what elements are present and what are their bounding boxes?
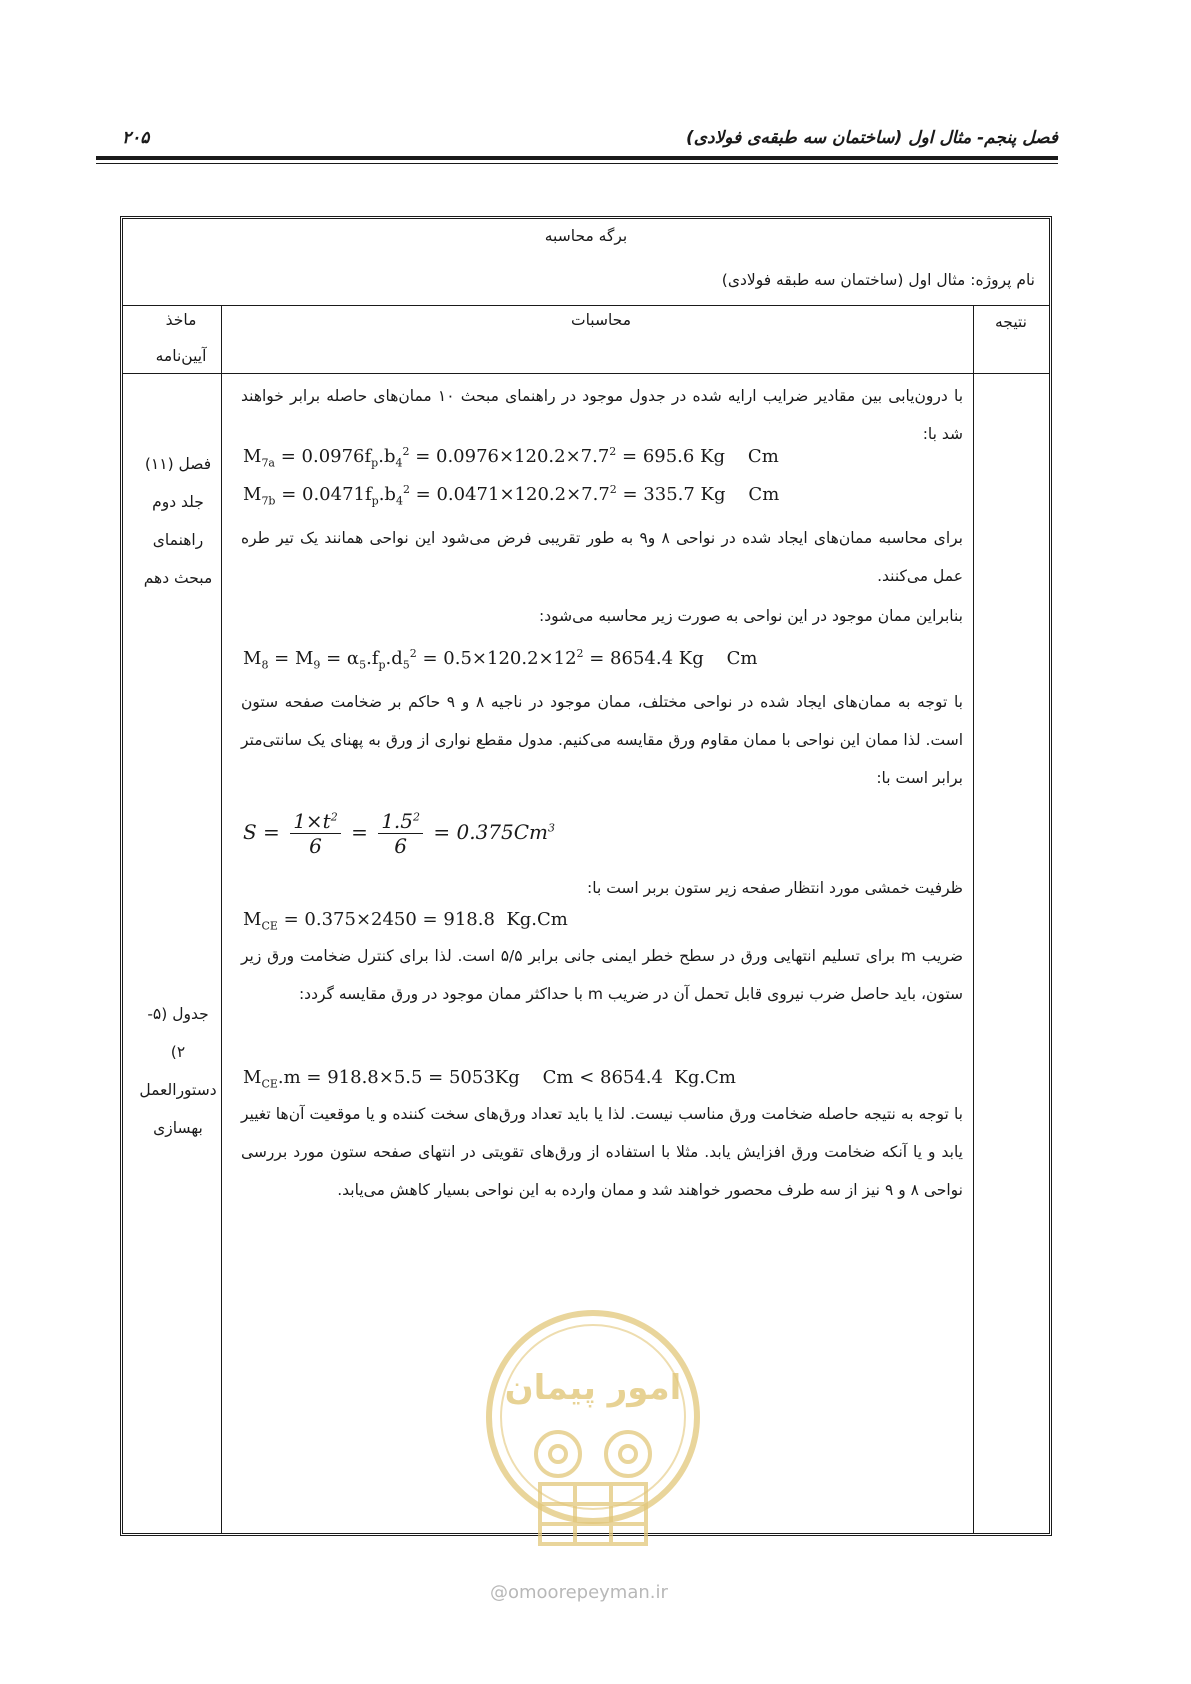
calc-paragraph-5: ظرفیت خمشی مورد انتظار صفحه زیر ستون بربر است با: [587, 879, 963, 897]
calc-paragraph-4: با توجه به ممان‌های ایجاد شده در نواحی مختلف، ممان موجود در ناجیه ۸ و ۹ حاکم بر ضخامت صفحه ستون است. لذا ممان این نواحی با ممان مقاوم ورق مقایسه می‌کنیم. مدول مقطع نواری از ورق به پهنای یک سانتی‌متر برابر است با: [241, 693, 963, 787]
page-number: ۲۰۵ [122, 128, 150, 148]
ref-2-line-2: ۲) [170, 1043, 186, 1061]
chapter-title: فصل پنجم- مثال اول (ساختمان سه طبقه‌ی فولادی) [685, 128, 1058, 148]
divider-header [123, 305, 1049, 306]
divider-result-column [973, 305, 974, 1533]
equation-m8-m9 [243, 647, 757, 672]
equation-m7b-text: $M_{7b} = 0.0471f_p.b_4^2 = 0.0471\times 120.2\times 7.7^2 = 335.7$ Kg Cm [243, 483, 780, 508]
watermark-logo-text: امور پیمان [504, 1368, 682, 1408]
equation-section-modulus: S = $\frac{1\times t^2}{6}$ = $\frac{1.5^2}{6}$ = $0.375Cm^3$ [243, 809, 556, 858]
equation-mce-m [243, 1067, 736, 1091]
ref-1-line-3: راهنمای [152, 531, 204, 549]
sheet-title: برگه محاسبه [544, 227, 628, 245]
equation-m7a-text: $M_{7a} = 0.0976f_p.b_4^2 = 0.0976\times 120.2\times 7.7^2 = 695.6$ Kg Cm [243, 445, 779, 470]
divider-column-heads [123, 373, 1049, 374]
calc-paragraph-3: بنابراین ممان موجود در این نواحی به صورت زیر محاسبه می‌شود: [539, 607, 963, 625]
equation-m7b [243, 483, 779, 508]
ref-2-line-1: جدول (۵- [147, 1005, 209, 1023]
watermark-logo [480, 1304, 706, 1576]
column-head-source-2: آیین‌نامه [155, 347, 207, 365]
calc-paragraph-7: با توجه به نتیجه حاصله ضخامت ورق مناسب نیست. لذا یا باید تعداد ورق‌های سخت کننده و یا موقعیت آن‌ها تغییر یابد و یا آنکه ضخامت ورق افزایش یابد. مثلا با استفاده از ورق‌های تقویتی در انتهای صفحه ستون مورد بررسی نواحی ۸ و ۹ نیز از سه طرف محصور خواهند شد و ممان وارده به این نواحی بسیار کاهش می‌یابد. [241, 1105, 963, 1199]
fraction-2: $\frac{1.5^2}{6}$ [378, 809, 423, 858]
calc-paragraph-1: با درون‌یابی بین مقادیر ضرایب ارایه شده در جدول موجود در راهنمای مبحث ۱۰ ممان‌های حاصله برابر خواهند شد با: [241, 387, 964, 443]
fraction-1: $\frac{1\times t^2}{6}$ [290, 809, 341, 858]
column-head-result: نتیجه [995, 313, 1027, 331]
calc-paragraph-2: برای محاسبه ممان‌های ایجاد شده در نواحی ۸ و۹ به طور تقریبی فرض می‌شود این نواحی همانند یک تیر طره عمل می‌کنند. [241, 529, 963, 585]
equation-m8-m9-text: $M_8 = M_9 = \alpha_5.f_p.d_5^2 = 0.5\times 120.2\times 12^2 = 8654.4$ Kg Cm [243, 647, 758, 672]
ref-2-line-3: دستورالعمل [139, 1081, 217, 1099]
equation-mce-text: $M_{CE} = 0.375\times 2450 = 918.8$ Kg.Cm [243, 909, 568, 933]
project-name: نام پروژه: مثال اول (ساختمان سه طبقه فولادی) [721, 271, 1035, 289]
ref-1-line-1: فصل (۱۱) [144, 455, 212, 473]
ref-1-line-2: جلد دوم [152, 493, 204, 511]
column-head-calculations: محاسبات [570, 311, 631, 329]
equation-m7a [243, 445, 779, 470]
header-rule-thin [96, 163, 1058, 164]
calc-paragraph-6: ضریب m برای تسلیم انتهایی ورق در سطح خطر ایمنی جانی برابر ۵/۵ است. لذا برای کنترل ضخامت ورق زیر ستون، باید حاصل ضرب نیروی قابل تحمل آن در ضریب m با حداکثر ممان موجود در ورق مقایسه گردد: [241, 947, 963, 1003]
equation-mce [243, 909, 568, 933]
ref-1-line-4: مبحث دهم [143, 569, 213, 587]
ref-2-line-4: بهسازی [153, 1119, 203, 1137]
column-head-source: ماخذ [165, 311, 197, 329]
header-rule-thick [96, 156, 1058, 160]
watermark-site: @omoorepeyman.ir [490, 1582, 668, 1603]
equation-mce-m-text: $M_{CE}.m = 918.8\times 5.5 = 5053Kg$ Cm < 8654.4 Kg.Cm [243, 1067, 736, 1091]
divider-ref-column [221, 305, 222, 1533]
